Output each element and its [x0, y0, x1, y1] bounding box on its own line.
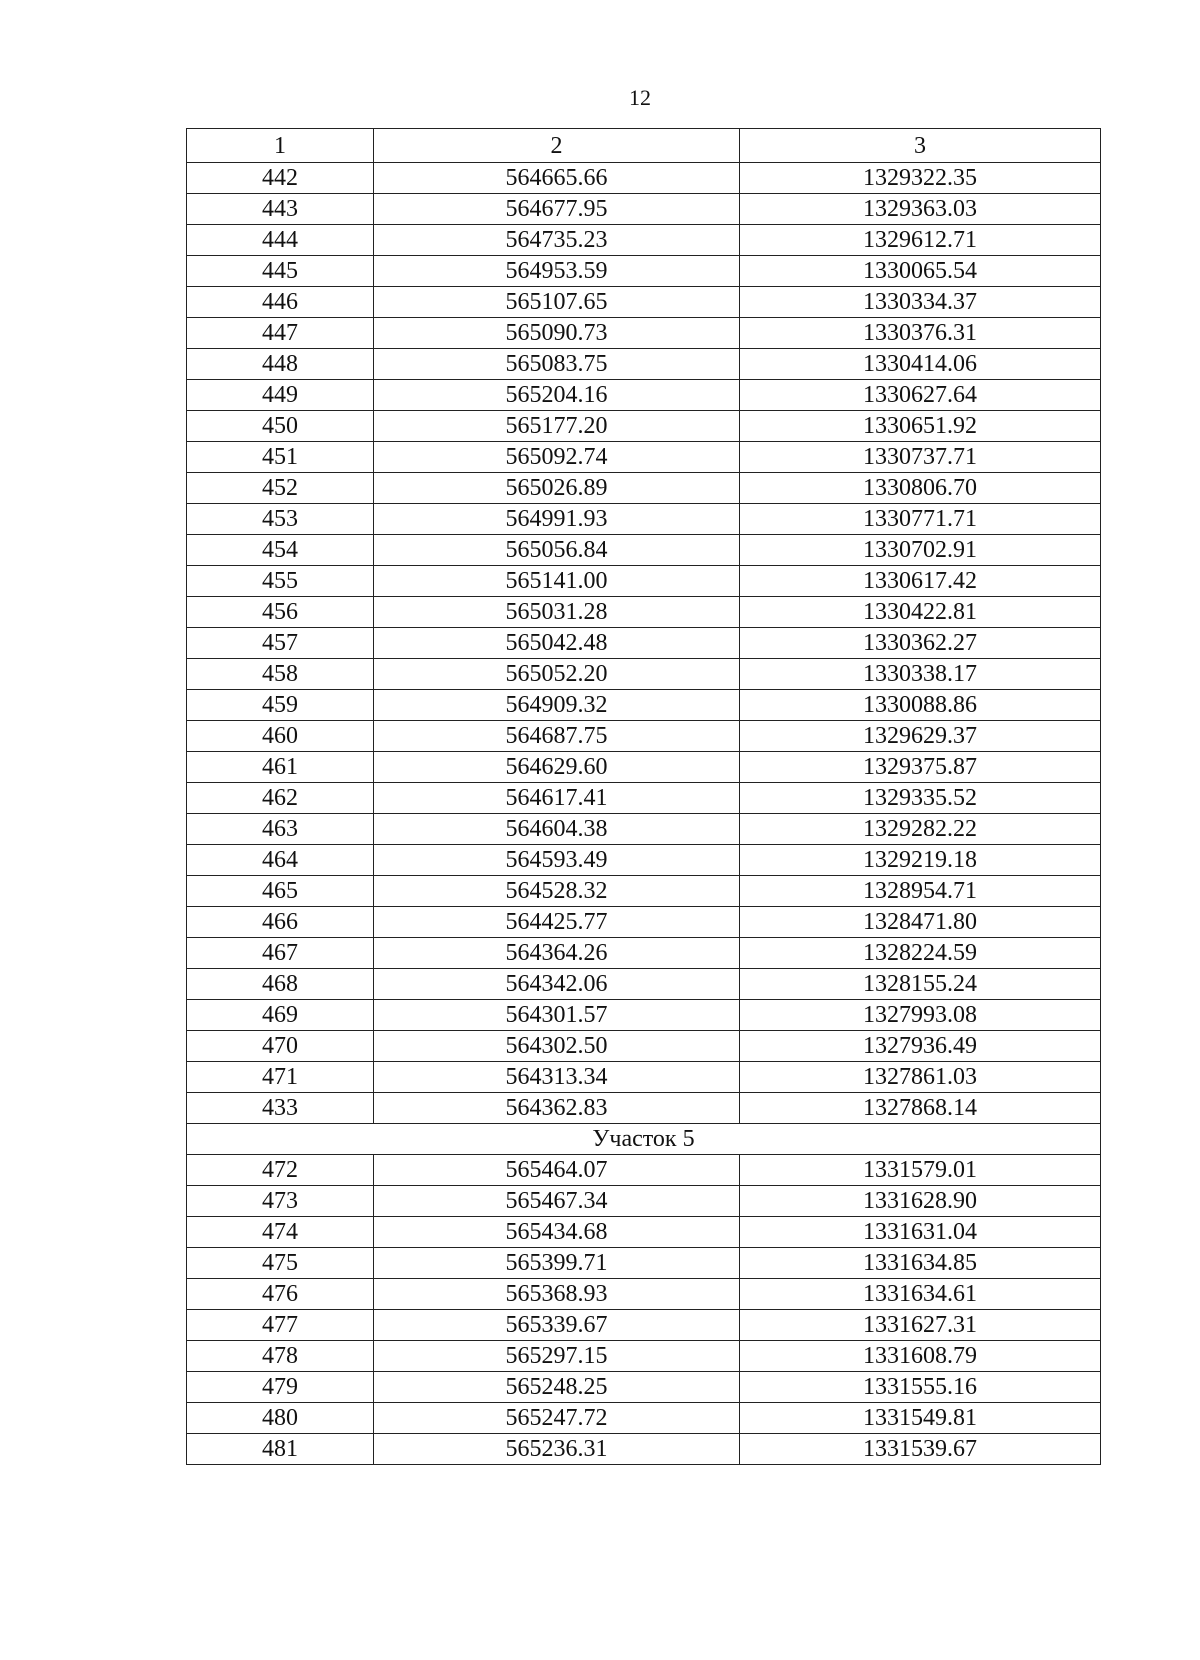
x-coordinate-cell: 564302.50	[374, 1031, 740, 1062]
table-row	[187, 225, 1101, 256]
x-coordinate-cell: 565177.20	[374, 411, 740, 442]
x-coordinate-cell: 564604.38	[374, 814, 740, 845]
x-coordinate-cell: 565107.65	[374, 287, 740, 318]
point-number-cell: 468	[187, 969, 374, 1000]
table-row	[187, 1279, 1101, 1310]
y-coordinate-cell: 1330422.81	[740, 597, 1101, 628]
y-coordinate-cell: 1327993.08	[740, 1000, 1101, 1031]
point-number-cell: 456	[187, 597, 374, 628]
table-row	[187, 287, 1101, 318]
point-number-cell: 467	[187, 938, 374, 969]
point-number-cell: 446	[187, 287, 374, 318]
point-number-cell: 474	[187, 1217, 374, 1248]
table-row	[187, 969, 1101, 1000]
y-coordinate-cell: 1330771.71	[740, 504, 1101, 535]
point-number-cell: 475	[187, 1248, 374, 1279]
table-row	[187, 628, 1101, 659]
y-coordinate-cell: 1327936.49	[740, 1031, 1101, 1062]
section-title: Участок 5	[187, 1124, 1101, 1155]
y-coordinate-cell: 1330806.70	[740, 473, 1101, 504]
point-number-cell: 463	[187, 814, 374, 845]
table-row	[187, 690, 1101, 721]
table-row	[187, 473, 1101, 504]
table-row	[187, 814, 1101, 845]
x-coordinate-cell: 564687.75	[374, 721, 740, 752]
table-row	[187, 1031, 1101, 1062]
table-row	[187, 783, 1101, 814]
y-coordinate-cell: 1329363.03	[740, 194, 1101, 225]
point-number-cell: 448	[187, 349, 374, 380]
x-coordinate-cell: 564301.57	[374, 1000, 740, 1031]
point-number-cell: 458	[187, 659, 374, 690]
x-coordinate-cell: 565339.67	[374, 1310, 740, 1341]
table-row	[187, 535, 1101, 566]
table-row	[187, 504, 1101, 535]
table-row	[187, 1093, 1101, 1124]
point-number-cell: 470	[187, 1031, 374, 1062]
point-number-cell: 457	[187, 628, 374, 659]
table-row	[187, 938, 1101, 969]
table-row	[187, 721, 1101, 752]
y-coordinate-cell: 1330737.71	[740, 442, 1101, 473]
y-coordinate-cell: 1327861.03	[740, 1062, 1101, 1093]
table-row	[187, 1062, 1101, 1093]
column-header-2: 2	[374, 129, 740, 163]
y-coordinate-cell: 1327868.14	[740, 1093, 1101, 1124]
x-coordinate-cell: 565247.72	[374, 1403, 740, 1434]
x-coordinate-cell: 564677.95	[374, 194, 740, 225]
point-number-cell: 459	[187, 690, 374, 721]
y-coordinate-cell: 1330362.27	[740, 628, 1101, 659]
point-number-cell: 451	[187, 442, 374, 473]
y-coordinate-cell: 1329282.22	[740, 814, 1101, 845]
table-row	[187, 659, 1101, 690]
point-number-cell: 465	[187, 876, 374, 907]
table-row	[187, 380, 1101, 411]
y-coordinate-cell: 1329219.18	[740, 845, 1101, 876]
x-coordinate-cell: 564617.41	[374, 783, 740, 814]
x-coordinate-cell: 564313.34	[374, 1062, 740, 1093]
x-coordinate-cell: 564425.77	[374, 907, 740, 938]
y-coordinate-cell: 1328155.24	[740, 969, 1101, 1000]
y-coordinate-cell: 1330414.06	[740, 349, 1101, 380]
y-coordinate-cell: 1330702.91	[740, 535, 1101, 566]
point-number-cell: 442	[187, 163, 374, 194]
point-number-cell: 445	[187, 256, 374, 287]
x-coordinate-cell: 565204.16	[374, 380, 740, 411]
y-coordinate-cell: 1331627.31	[740, 1310, 1101, 1341]
point-number-cell: 469	[187, 1000, 374, 1031]
point-number-cell: 479	[187, 1372, 374, 1403]
table-row	[187, 163, 1101, 194]
y-coordinate-cell: 1331539.67	[740, 1434, 1101, 1465]
column-header-1: 1	[187, 129, 374, 163]
x-coordinate-cell: 564528.32	[374, 876, 740, 907]
point-number-cell: 449	[187, 380, 374, 411]
point-number-cell: 471	[187, 1062, 374, 1093]
y-coordinate-cell: 1331579.01	[740, 1155, 1101, 1186]
point-number-cell: 460	[187, 721, 374, 752]
point-number-cell: 433	[187, 1093, 374, 1124]
table-header-row	[187, 129, 1101, 163]
x-coordinate-cell: 565052.20	[374, 659, 740, 690]
table-row	[187, 1217, 1101, 1248]
point-number-cell: 444	[187, 225, 374, 256]
y-coordinate-cell: 1328471.80	[740, 907, 1101, 938]
point-number-cell: 478	[187, 1341, 374, 1372]
coordinates-table	[186, 128, 1101, 1465]
point-number-cell: 443	[187, 194, 374, 225]
point-number-cell: 472	[187, 1155, 374, 1186]
point-number-cell: 477	[187, 1310, 374, 1341]
y-coordinate-cell: 1330338.17	[740, 659, 1101, 690]
x-coordinate-cell: 565399.71	[374, 1248, 740, 1279]
x-coordinate-cell: 565141.00	[374, 566, 740, 597]
x-coordinate-cell: 564629.60	[374, 752, 740, 783]
y-coordinate-cell: 1331628.90	[740, 1186, 1101, 1217]
x-coordinate-cell: 564735.23	[374, 225, 740, 256]
x-coordinate-cell: 565248.25	[374, 1372, 740, 1403]
point-number-cell: 481	[187, 1434, 374, 1465]
table-row	[187, 566, 1101, 597]
point-number-cell: 455	[187, 566, 374, 597]
x-coordinate-cell: 564953.59	[374, 256, 740, 287]
y-coordinate-cell: 1331634.61	[740, 1279, 1101, 1310]
table-row	[187, 1310, 1101, 1341]
x-coordinate-cell: 565056.84	[374, 535, 740, 566]
y-coordinate-cell: 1331549.81	[740, 1403, 1101, 1434]
table-body	[187, 129, 1101, 1465]
x-coordinate-cell: 565031.28	[374, 597, 740, 628]
table-row	[187, 876, 1101, 907]
x-coordinate-cell: 564593.49	[374, 845, 740, 876]
y-coordinate-cell: 1329335.52	[740, 783, 1101, 814]
table-row	[187, 256, 1101, 287]
point-number-cell: 450	[187, 411, 374, 442]
x-coordinate-cell: 565297.15	[374, 1341, 740, 1372]
point-number-cell: 466	[187, 907, 374, 938]
table-row	[187, 1372, 1101, 1403]
y-coordinate-cell: 1329322.35	[740, 163, 1101, 194]
table-row	[187, 597, 1101, 628]
x-coordinate-cell: 565368.93	[374, 1279, 740, 1310]
y-coordinate-cell: 1330088.86	[740, 690, 1101, 721]
x-coordinate-cell: 565026.89	[374, 473, 740, 504]
point-number-cell: 473	[187, 1186, 374, 1217]
table-row	[187, 318, 1101, 349]
y-coordinate-cell: 1331555.16	[740, 1372, 1101, 1403]
point-number-cell: 464	[187, 845, 374, 876]
column-header-3: 3	[740, 129, 1101, 163]
point-number-cell: 480	[187, 1403, 374, 1434]
x-coordinate-cell: 564909.32	[374, 690, 740, 721]
table-row	[187, 1000, 1101, 1031]
x-coordinate-cell: 564665.66	[374, 163, 740, 194]
x-coordinate-cell: 565042.48	[374, 628, 740, 659]
table-row	[187, 1341, 1101, 1372]
point-number-cell: 476	[187, 1279, 374, 1310]
table-row	[187, 1155, 1101, 1186]
table-row	[187, 349, 1101, 380]
x-coordinate-cell: 565090.73	[374, 318, 740, 349]
point-number-cell: 447	[187, 318, 374, 349]
y-coordinate-cell: 1328954.71	[740, 876, 1101, 907]
y-coordinate-cell: 1331608.79	[740, 1341, 1101, 1372]
table-row	[187, 411, 1101, 442]
point-number-cell: 454	[187, 535, 374, 566]
y-coordinate-cell: 1329612.71	[740, 225, 1101, 256]
table-row	[187, 752, 1101, 783]
y-coordinate-cell: 1330065.54	[740, 256, 1101, 287]
page-number: 12	[629, 85, 651, 110]
table-row	[187, 194, 1101, 225]
y-coordinate-cell: 1329629.37	[740, 721, 1101, 752]
table-row	[187, 1403, 1101, 1434]
point-number-cell: 461	[187, 752, 374, 783]
x-coordinate-cell: 564991.93	[374, 504, 740, 535]
table-row	[187, 1248, 1101, 1279]
x-coordinate-cell: 564362.83	[374, 1093, 740, 1124]
y-coordinate-cell: 1331631.04	[740, 1217, 1101, 1248]
y-coordinate-cell: 1330627.64	[740, 380, 1101, 411]
x-coordinate-cell: 564342.06	[374, 969, 740, 1000]
y-coordinate-cell: 1328224.59	[740, 938, 1101, 969]
table-row	[187, 845, 1101, 876]
table-row	[187, 907, 1101, 938]
point-number-cell: 462	[187, 783, 374, 814]
x-coordinate-cell: 565464.07	[374, 1155, 740, 1186]
y-coordinate-cell: 1331634.85	[740, 1248, 1101, 1279]
y-coordinate-cell: 1329375.87	[740, 752, 1101, 783]
y-coordinate-cell: 1330376.31	[740, 318, 1101, 349]
section-row	[187, 1124, 1101, 1155]
point-number-cell: 452	[187, 473, 374, 504]
point-number-cell: 453	[187, 504, 374, 535]
y-coordinate-cell: 1330617.42	[740, 566, 1101, 597]
x-coordinate-cell: 565092.74	[374, 442, 740, 473]
x-coordinate-cell: 564364.26	[374, 938, 740, 969]
x-coordinate-cell: 565434.68	[374, 1217, 740, 1248]
table-row	[187, 1434, 1101, 1465]
table-row	[187, 442, 1101, 473]
table-row	[187, 1186, 1101, 1217]
x-coordinate-cell: 565467.34	[374, 1186, 740, 1217]
x-coordinate-cell: 565236.31	[374, 1434, 740, 1465]
x-coordinate-cell: 565083.75	[374, 349, 740, 380]
y-coordinate-cell: 1330334.37	[740, 287, 1101, 318]
y-coordinate-cell: 1330651.92	[740, 411, 1101, 442]
